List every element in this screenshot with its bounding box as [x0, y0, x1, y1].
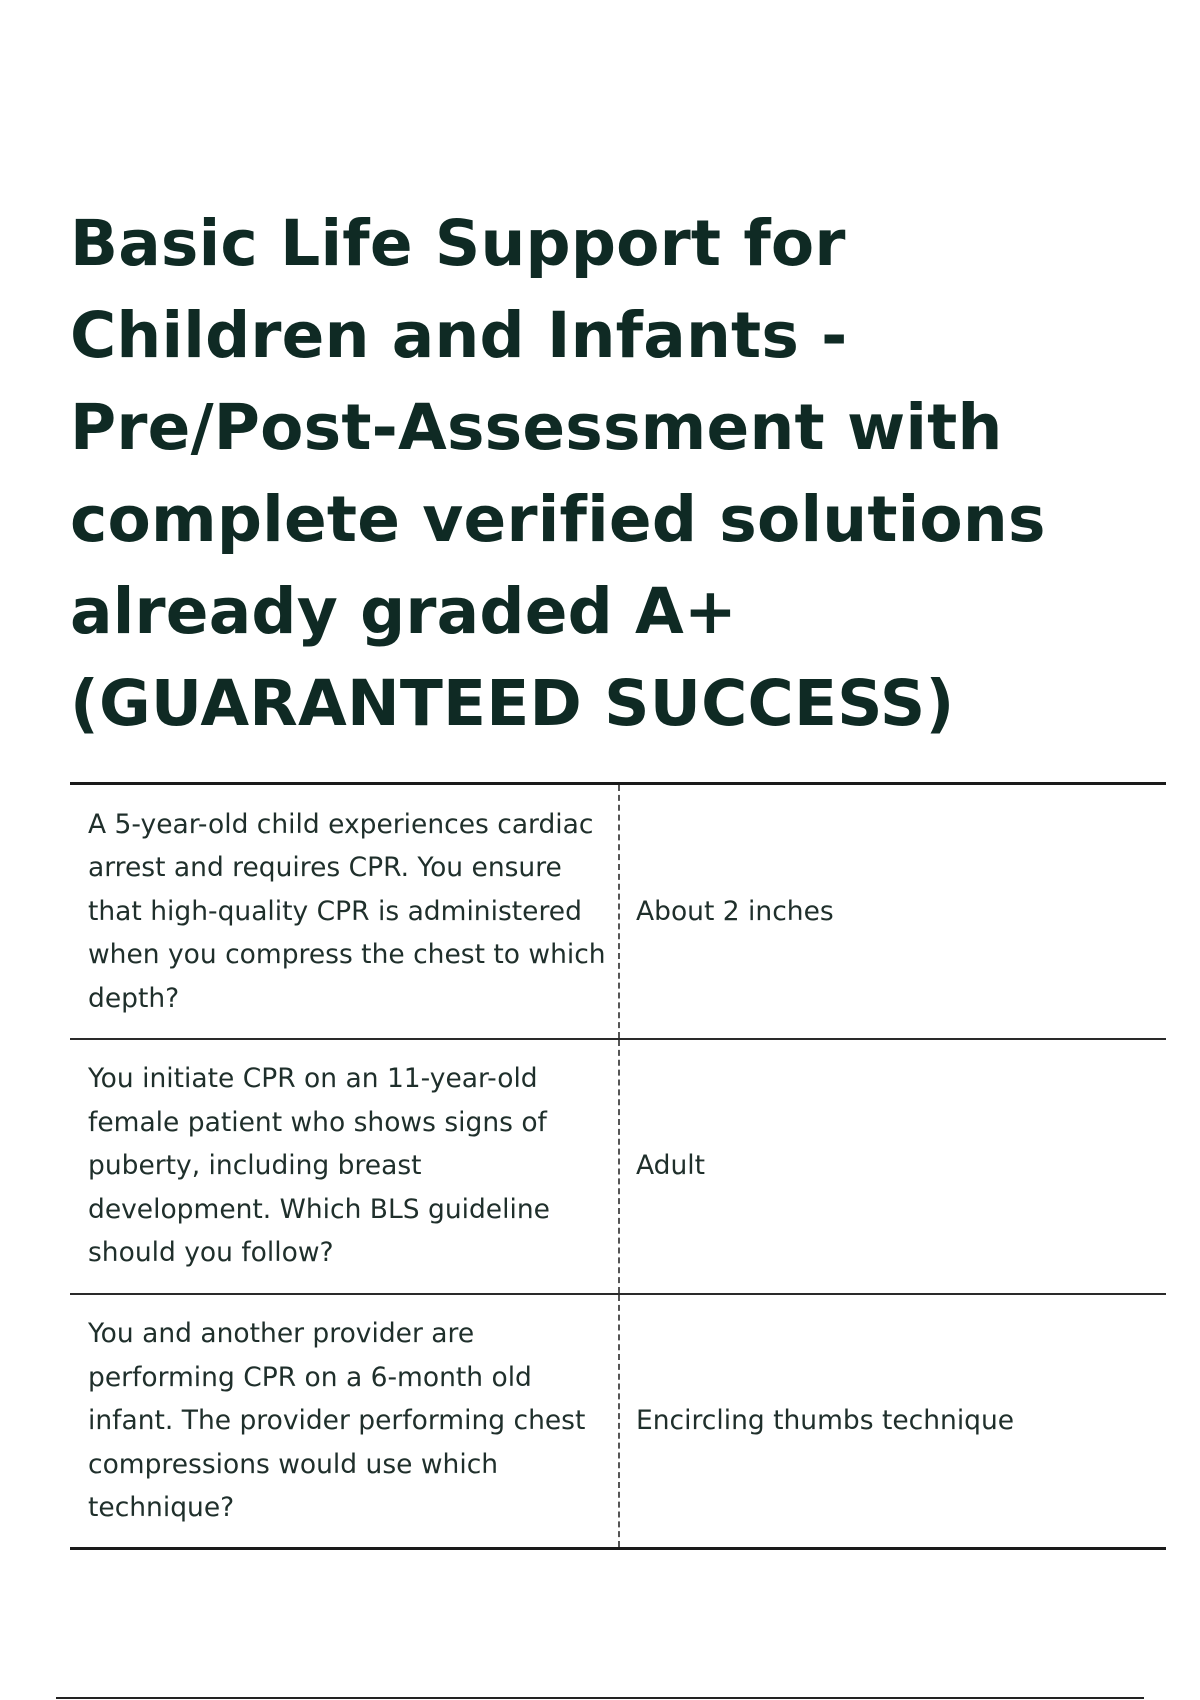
answer-cell: About 2 inches	[619, 784, 1166, 1039]
qa-table	[70, 782, 1166, 1550]
footer-divider	[56, 1697, 1144, 1699]
question-cell: You initiate CPR on an 11-year-old female patient who shows signs of puberty, including breast development. Which BLS guideline should you follow?	[70, 1039, 619, 1294]
table-row	[70, 784, 1166, 1039]
answer-cell: Encircling thumbs technique	[619, 1294, 1166, 1549]
question-cell: A 5-year-old child experiences cardiac arrest and requires CPR. You ensure that high-quality CPR is administered when you compress the chest to which depth?	[70, 784, 619, 1039]
table-row	[70, 1039, 1166, 1294]
document-title: Basic Life Support for Children and Infants - Pre/Post-Assessment with complete verified solutions already graded A+(GUARANTEED SUCCESS)	[70, 207, 1046, 740]
table-row	[70, 1294, 1166, 1549]
question-cell: You and another provider are performing CPR on a 6-month old infant. The provider performing chest compressions would use which technique?	[70, 1294, 619, 1549]
answer-cell: Adult	[619, 1039, 1166, 1294]
